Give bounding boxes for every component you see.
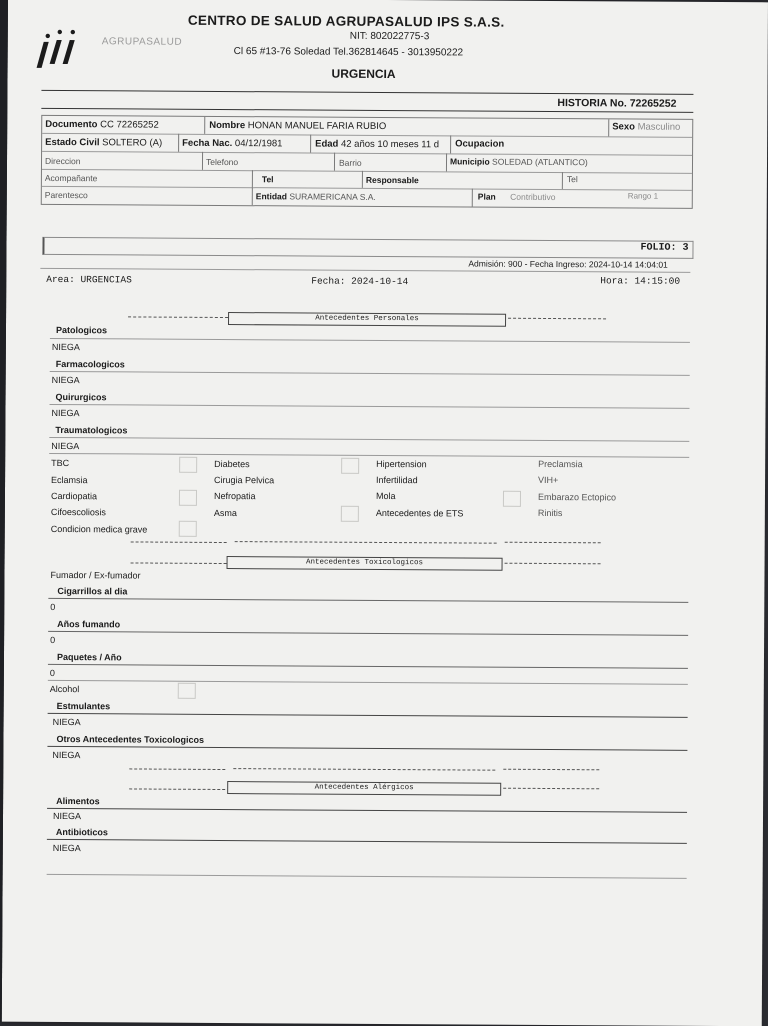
area-info: Area: URGENCIAS [46, 273, 132, 286]
field-line [48, 713, 688, 718]
condition-cirugia-pelvica: Cirugia Pelvica [214, 474, 275, 486]
clinic-logo-icon [30, 24, 100, 70]
sexo-value: Masculino [637, 121, 681, 133]
hora-info: Hora: 14:15:00 [600, 275, 681, 287]
field-line [49, 453, 689, 458]
col-divider [252, 170, 253, 187]
header-divider [41, 90, 693, 95]
field-line [50, 371, 690, 376]
nombre-label: Nombre [209, 119, 246, 132]
alcohol-label: Alcohol [49, 683, 80, 695]
paquetes-label: Paquetes / Año [56, 651, 122, 663]
col-divider [204, 117, 205, 134]
condition-checkbox [503, 491, 521, 507]
entidad-field [256, 191, 376, 202]
antecedentes-alergicos-title: Antecedentes Alérgicos [227, 781, 501, 796]
ocupacion-label: Ocupacion [455, 138, 505, 150]
page-shadow [0, 0, 8, 1022]
section-dash [505, 542, 601, 544]
section-dash [129, 788, 225, 790]
patologicos-label: Patologicos [55, 324, 108, 336]
row-divider [42, 186, 692, 191]
condition-rinitis: Rinitis [537, 507, 563, 519]
fecha-info: Fecha: 2024-10-14 [311, 275, 409, 288]
traumatologicos-label: Traumatologicos [55, 424, 128, 436]
documento-value: CC 72265252 [100, 119, 159, 131]
historia-number: HISTORIA No. 72265252 [557, 97, 677, 110]
municipio-value: SOLEDAD (ATLANTICO) [492, 156, 588, 168]
acompanante-label: Acompañante [44, 172, 98, 184]
col-divider [334, 153, 335, 171]
nombre-value: HONAN MANUEL FARIA RUBIO [247, 120, 387, 132]
condition-diabetes: Diabetes [214, 458, 250, 470]
section-dash [129, 768, 225, 770]
folio-number: FOLIO: 3 [640, 242, 689, 254]
col-divider [562, 172, 563, 189]
field-line [47, 746, 687, 751]
condition-ets: Antecedentes de ETS [375, 507, 464, 519]
documento-label: Documento [45, 118, 98, 131]
parentesco-label: Parentesco [44, 189, 88, 201]
plan-label: Plan [477, 191, 496, 202]
telefono-label: Telefono [205, 156, 239, 168]
institution-name: CENTRO DE SALUD AGRUPASALUD IPS S.A.S. [187, 12, 505, 30]
estado-civil-field [45, 137, 162, 149]
field-line [47, 874, 687, 879]
estimulantes-value: NIEGA [52, 716, 81, 728]
fecha-nac-label: Fecha Nac. [182, 137, 233, 150]
field-line [50, 404, 690, 409]
direccion-label: Direccion [44, 155, 81, 167]
antibioticos-value: NIEGA [52, 842, 81, 854]
edad-value: 42 años 10 meses 11 d [340, 138, 440, 151]
anos-fumando-label: Años fumando [57, 618, 121, 630]
condition-checkbox [341, 506, 359, 522]
municipio-label: Municipio [449, 156, 490, 167]
section-dash [508, 318, 606, 320]
condition-nefropatia: Nefropatia [213, 490, 256, 502]
tel-label: Tel [261, 174, 274, 185]
field-line [48, 598, 688, 603]
condition-preclamsia: Preclamsia [538, 458, 583, 470]
field-line [48, 631, 688, 636]
fecha-nac-field [182, 138, 282, 150]
condition-eclamsia: Eclamsia [51, 474, 88, 486]
section-dash [131, 541, 227, 543]
entidad-value: SURAMERICANA S.A. [289, 191, 376, 202]
farmacologicos-value: NIEGA [51, 374, 80, 386]
field-line [49, 437, 689, 442]
antibioticos-label: Antibioticos [55, 826, 108, 838]
barrio-label: Barrio [338, 157, 362, 168]
rango-value: Rango 1 [627, 191, 659, 201]
section-dash [235, 541, 497, 544]
condition-cifoescoliosis: Cifoescoliosis [50, 506, 106, 518]
alimentos-value: NIEGA [52, 810, 82, 822]
plan-field [478, 192, 556, 202]
col-divider [178, 134, 179, 152]
condition-hipertension: Hipertension [376, 458, 427, 470]
edad-label: Edad [315, 138, 339, 150]
alimentos-label: Alimentos [56, 795, 100, 807]
traumatologicos-value: NIEGA [51, 440, 80, 452]
admision-info: Admisión: 900 - Fecha Ingreso: 2024-10-14 14:04:01 [468, 258, 668, 270]
folio-box [42, 237, 693, 259]
condition-vih: VIH+ [538, 474, 559, 486]
condition-checkbox [179, 521, 197, 537]
field-line [48, 680, 688, 685]
document-page [2, 0, 768, 1026]
condition-checkbox [179, 490, 197, 506]
institution-nit: NIT: 802022775-3 [349, 30, 430, 43]
section-dash [128, 316, 228, 318]
responsable-label: Responsable [365, 174, 419, 186]
col-divider [608, 119, 609, 136]
antecedentes-toxicologicos-title: Antecedentes Toxicologicos [227, 556, 503, 571]
estado-civil-value: SOLTERO (A) [102, 137, 163, 149]
col-divider [450, 135, 451, 153]
sexo-field [612, 121, 680, 132]
row-divider [42, 169, 692, 174]
anos-fumando-value: 0 [50, 634, 56, 645]
estado-civil-label: Estado Civil [45, 136, 100, 149]
patologicos-value: NIEGA [51, 341, 80, 353]
fecha-nac-value: 04/12/1981 [234, 138, 283, 150]
condition-mola: Mola [375, 490, 396, 502]
col-divider [310, 135, 311, 153]
col-divider [446, 153, 447, 171]
paquetes-value: 0 [49, 667, 55, 678]
documento-field [45, 119, 159, 131]
field-line [47, 808, 687, 813]
section-dash [503, 788, 599, 790]
fumador-label: Fumador / Ex-fumador [50, 569, 141, 581]
section-dash [233, 768, 495, 771]
institution-address: Cl 65 #13-76 Soledad Tel.362814645 - 3013950222 [233, 46, 464, 59]
alcohol-checkbox [178, 683, 196, 699]
otros-toxicologicos-value: NIEGA [52, 749, 81, 761]
entidad-label: Entidad [255, 191, 288, 202]
condition-asma: Asma [213, 507, 237, 519]
section-dash [505, 563, 601, 565]
sexo-label: Sexo [612, 121, 635, 133]
cigarrillos-value: 0 [50, 601, 56, 612]
col-divider [472, 189, 473, 207]
condition-tbc: TBC [51, 457, 70, 469]
plan-value: Contributivo [510, 191, 556, 203]
otros-toxicologicos-label: Otros Antecedentes Toxicologicos [56, 733, 205, 745]
logo-text: AGRUPASALUD [101, 36, 183, 48]
field-line [47, 839, 687, 844]
condition-checkbox [179, 457, 197, 473]
condition-embarazo-ectopico: Embarazo Ectopico [537, 491, 617, 503]
section-dash [131, 562, 227, 564]
condition-checkbox [341, 458, 359, 474]
quirurgicos-label: Quirurgicos [55, 391, 107, 403]
cigarrillos-label: Cigarrillos al dia [57, 585, 128, 597]
col-divider [202, 152, 203, 170]
nombre-field [209, 120, 386, 132]
farmacologicos-label: Farmacologicos [55, 358, 125, 370]
condition-cardiopatia: Cardiopatia [50, 490, 98, 502]
quirurgicos-value: NIEGA [51, 407, 80, 419]
estimulantes-label: Estmulantes [56, 700, 111, 712]
edad-field [315, 139, 448, 151]
field-line [48, 664, 688, 669]
condition-medica-grave: Condicion medica grave [50, 523, 148, 535]
col-divider [252, 187, 253, 205]
section-dash [503, 769, 599, 771]
patient-info-box [41, 115, 694, 209]
tel2-label: Tel [566, 174, 578, 185]
department-title: URGENCIA [331, 66, 396, 82]
antecedentes-personales-title: Antecedentes Personales [228, 312, 506, 327]
municipio-field [450, 156, 588, 167]
row-divider [42, 151, 692, 156]
condition-infertilidad: Infertilidad [376, 474, 418, 486]
col-divider [362, 171, 363, 188]
field-line [50, 338, 690, 343]
